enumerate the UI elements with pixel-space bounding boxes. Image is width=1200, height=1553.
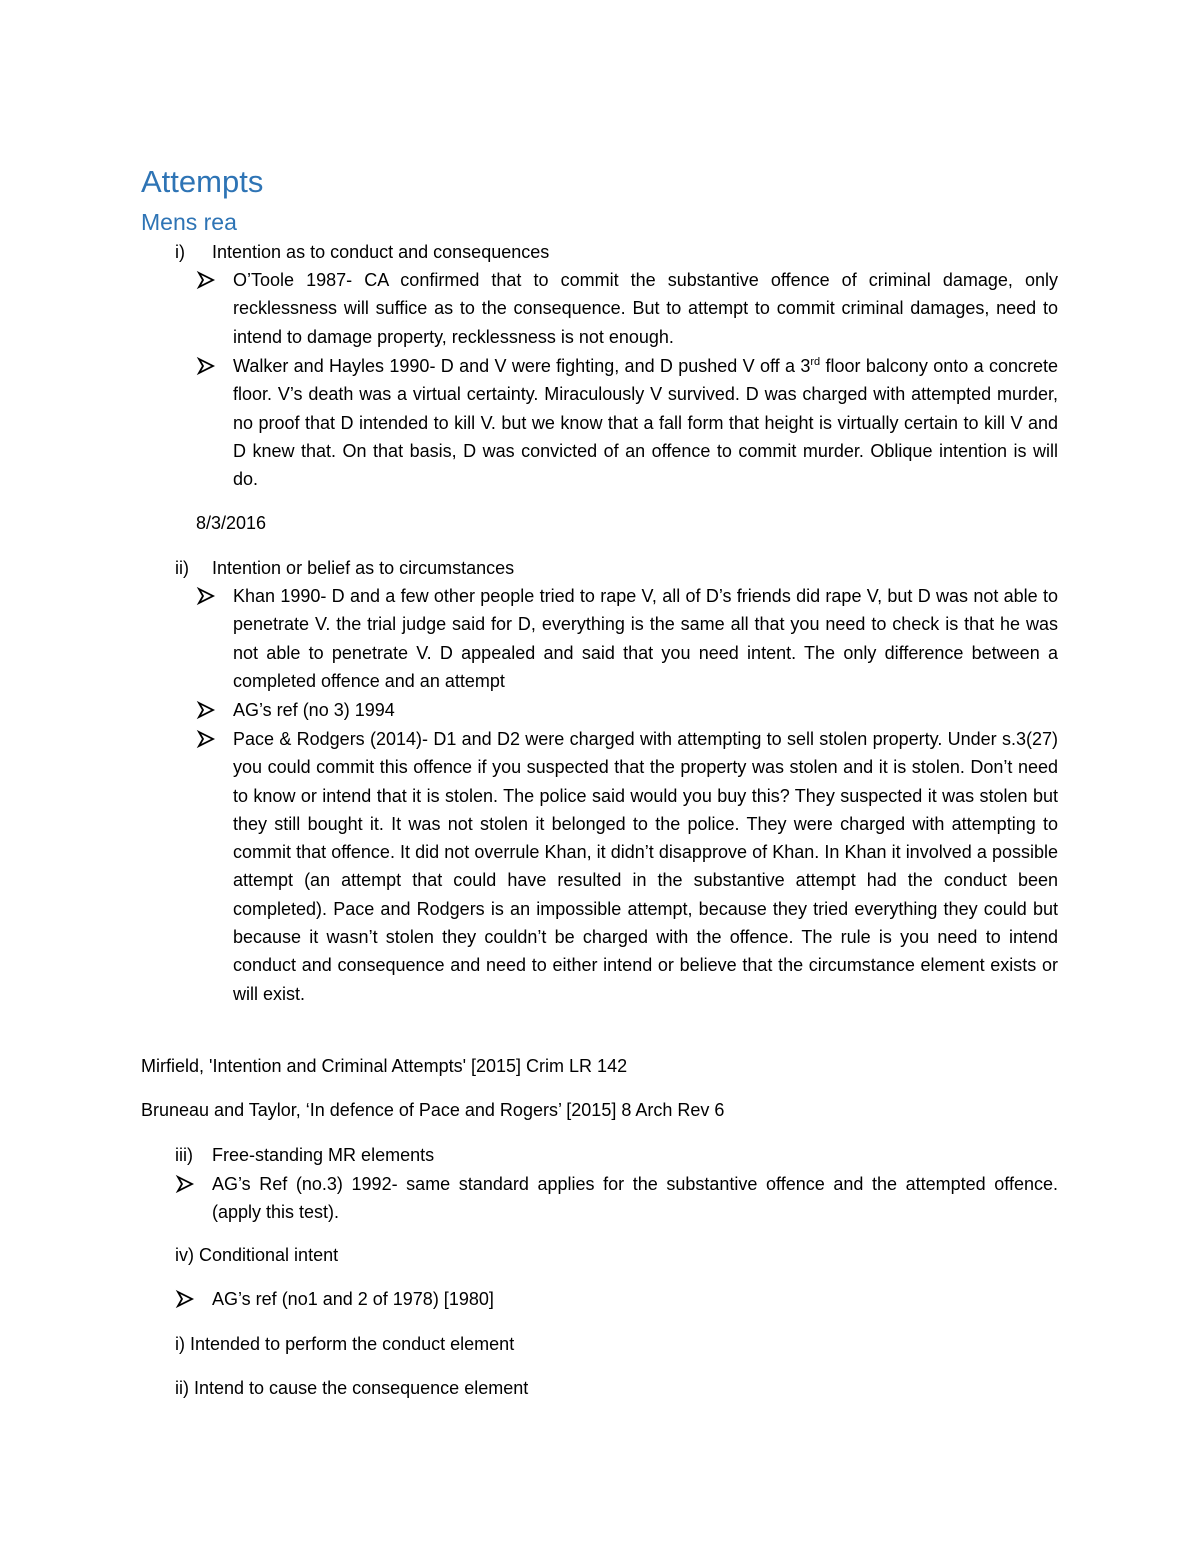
- section-i-label: Intention as to conduct and consequences: [212, 242, 550, 262]
- arrow-bullet-icon: [196, 266, 216, 294]
- section-ii-bullet-3: [196, 725, 1058, 1008]
- section-i-heading: [175, 238, 549, 266]
- reference-1: Mirfield, 'Intention and Criminal Attempts' [2015] Crim LR 142: [141, 1056, 628, 1076]
- section-i-number: i): [175, 242, 185, 262]
- section-ii-label: Intention or belief as to circumstances: [212, 558, 515, 578]
- bullet-text: AG’s ref (no1 and 2 of 1978) [1980]: [212, 1289, 494, 1309]
- arrow-bullet-icon: [196, 696, 216, 724]
- bullet-text: Walker and Hayles 1990- D and V were fighting, and D pushed V off a 3rd floor balcony onto a concrete floor. V’s death was a virtual certainty. Miraculously V survived. D was charged with attempted murder, no proof that D intended to kill V. but we know that a fall form that height is virtually certain to kill V and D knew that. On that basis, D was convicted of an offence to commit murder. Oblique intention is will do.: [233, 356, 1058, 490]
- bullet-text: O’Toole 1987- CA confirmed that to commit the substantive offence of criminal damage, only recklessness will suffice as to the consequence. But to attempt to commit criminal damages, need to intend to damage property, recklessness is not enough.: [233, 270, 1058, 347]
- section-ii-number: ii): [175, 558, 189, 578]
- arrow-bullet-icon: [196, 725, 216, 753]
- arrow-bullet-icon: [196, 582, 216, 610]
- document-subtitle: Mens rea: [141, 209, 237, 235]
- arrow-bullet-icon: [175, 1170, 195, 1198]
- reference-2: Bruneau and Taylor, ‘In defence of Pace and Rogers’ [2015] 8 Arch Rev 6: [141, 1100, 725, 1120]
- arrow-bullet-icon: [175, 1285, 195, 1313]
- section-ii-heading: [175, 554, 514, 582]
- bullet-text: AG’s ref (no 3) 1994: [233, 700, 395, 720]
- bullet-text: Khan 1990- D and a few other people tried to rape V, all of D’s friends did rape V, but D was not able to penetrate V. the trial judge said for D, everything is the same all that you need to check is that he was not able to penetrate V. D appealed and said that you need intent. The only difference between a completed offence and an attempt: [233, 586, 1058, 691]
- section-i-bullet-1: [196, 266, 1058, 351]
- item-ii: ii) Intend to cause the consequence element: [175, 1378, 529, 1398]
- section-iii-bullet-1: [175, 1170, 1058, 1227]
- section-i-bullet-2: [196, 352, 1058, 493]
- bullet-text: AG’s Ref (no.3) 1992- same standard applies for the substantive offence and the attempted offence. (apply this test).: [212, 1174, 1058, 1223]
- item-i: i) Intended to perform the conduct element: [175, 1334, 515, 1354]
- bullet-text: Pace & Rodgers (2014)- D1 and D2 were charged with attempting to sell stolen property. Under s.3(27) you could commit this offence if you suspected that the property was stolen and it is stolen. Don’t need to know or intend that it is stolen. The police said would you buy this? They suspected it was stolen but they still bought it. It was not stolen it belonged to the police. They were charged with attempting to commit that offence. It did not overrule Khan, it didn’t disapprove of Khan. In Khan it involved a possible attempt (an attempt that could have resulted in the substantive attempt had the conduct been completed). Pace and Rodgers is an impossible attempt, because they tried everything they could but because it wasn’t stolen they couldn’t be charged with the offence. The rule is you need to intend conduct and consequence and need to either intend or believe that the circumstance element exists or will exist.: [233, 729, 1058, 1004]
- section-iii-label: Free-standing MR elements: [212, 1145, 435, 1165]
- section-iii-number: iii): [175, 1145, 193, 1165]
- section-iii-heading: [175, 1141, 434, 1169]
- section-ii-bullet-1: [196, 582, 1058, 695]
- date-line: 8/3/2016: [196, 513, 267, 533]
- section-iv-heading: iv) Conditional intent: [175, 1245, 339, 1265]
- section-iv-bullet-1: [175, 1285, 1058, 1313]
- ordinal-suffix: rd: [810, 356, 821, 368]
- section-ii-bullet-2: [196, 696, 1058, 724]
- document-title: Attempts: [141, 164, 264, 199]
- arrow-bullet-icon: [196, 352, 216, 380]
